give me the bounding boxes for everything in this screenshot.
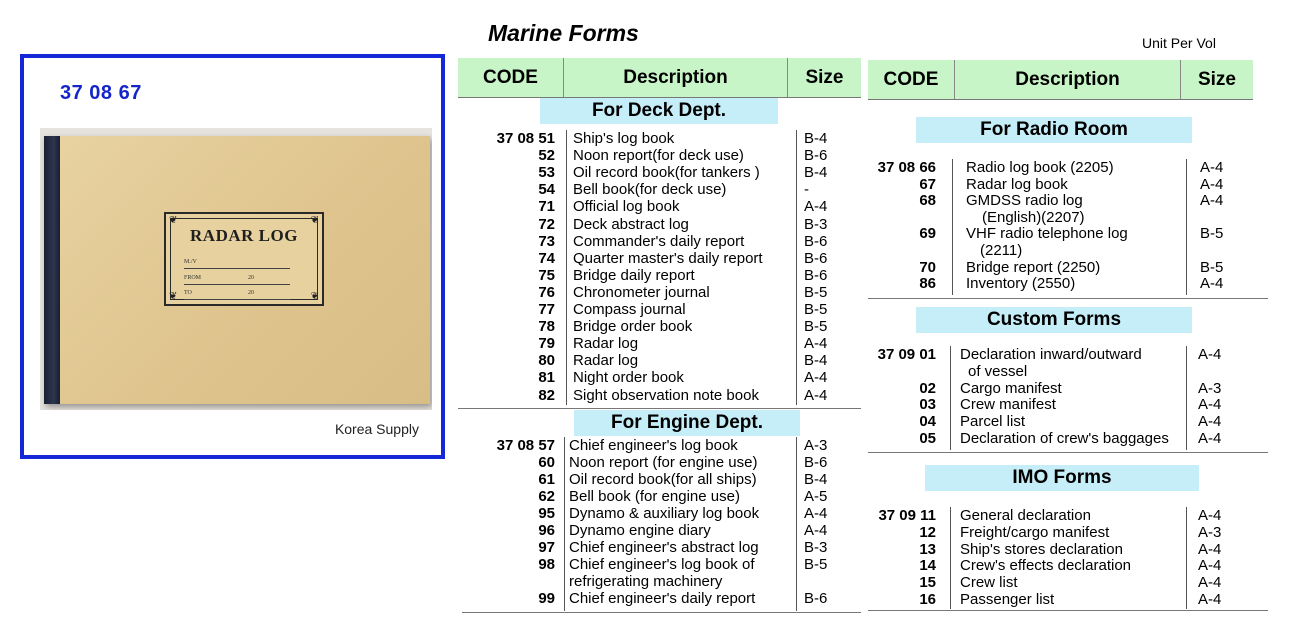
item-description: Ship's log book xyxy=(573,130,675,147)
item-code: 76 xyxy=(538,283,555,301)
item-description: Sight observation note book xyxy=(573,386,759,404)
item-size: A-3 xyxy=(804,437,828,454)
field-line xyxy=(184,284,290,285)
header-code: CODE xyxy=(483,66,538,88)
item-size: A-4 xyxy=(804,505,828,522)
item-size: B-6 xyxy=(804,232,828,250)
radar-log-book xyxy=(44,136,430,404)
ornament-icon: ❦ xyxy=(169,215,178,226)
ornament-icon: ❦ xyxy=(310,291,319,302)
item-code: 77 xyxy=(538,301,555,318)
item-size: A-3 xyxy=(1198,379,1222,397)
item-size: A-4 xyxy=(1198,346,1222,363)
column-divider xyxy=(796,437,797,611)
item-description: Noon report(for deck use) xyxy=(573,147,744,165)
item-description: Chronometer journal xyxy=(573,283,710,301)
item-description: General declaration xyxy=(960,507,1091,524)
item-description: Dynamo engine diary xyxy=(569,522,711,539)
product-photo xyxy=(40,128,432,410)
item-code: 95 xyxy=(538,505,555,522)
item-size: A-4 xyxy=(1198,557,1222,575)
header-description: Description xyxy=(954,60,1180,99)
item-description: Crew list xyxy=(960,574,1018,592)
item-code: 14 xyxy=(919,557,936,575)
item-size: B-5 xyxy=(804,301,828,318)
column-divider xyxy=(950,507,951,609)
item-size: B-4 xyxy=(804,130,828,147)
item-description: Declaration inward/outward xyxy=(960,346,1142,363)
item-code: 60 xyxy=(538,454,555,471)
item-description: Inventory (2550) xyxy=(966,275,1076,293)
item-description: Crew's effects declaration xyxy=(960,557,1131,575)
item-size: B-5 xyxy=(804,556,828,573)
item-description: Bell book(for deck use) xyxy=(573,181,727,199)
field-line xyxy=(184,299,290,300)
section-divider xyxy=(458,408,861,409)
item-size: A-4 xyxy=(1198,430,1222,447)
item-description: Cargo manifest xyxy=(960,379,1062,397)
item-size: B-6 xyxy=(804,249,828,267)
ornament-icon: ❦ xyxy=(169,291,178,302)
item-size: B-6 xyxy=(804,266,828,284)
item-size: A-5 xyxy=(804,488,828,505)
item-description: Dynamo & auxiliary log book xyxy=(569,505,760,522)
engine-rows xyxy=(462,437,862,611)
item-code: 37 08 51 xyxy=(496,130,555,147)
item-code: 13 xyxy=(919,540,936,558)
item-description: Radio log book (2205) xyxy=(966,159,1114,176)
deck-rows xyxy=(462,130,862,405)
item-code: 73 xyxy=(538,232,555,250)
product-code: 37 08 67 xyxy=(60,82,142,104)
item-size: A-4 xyxy=(1200,275,1224,293)
item-size: - xyxy=(804,181,809,199)
item-description: Declaration of crew's baggages xyxy=(960,430,1169,447)
item-code: 75 xyxy=(538,266,555,284)
item-description: Radar log book xyxy=(966,175,1068,193)
item-description: Passenger list xyxy=(960,591,1055,608)
item-size: B-6 xyxy=(804,454,828,471)
column-divider xyxy=(796,130,797,405)
item-code: 74 xyxy=(538,249,555,267)
item-description: Radar log xyxy=(573,352,639,370)
item-code: 97 xyxy=(538,539,555,556)
item-size: A-4 xyxy=(804,386,828,404)
header-description: Description xyxy=(563,58,787,97)
section-deck: For Deck Dept. xyxy=(540,98,778,124)
table-bottom-line xyxy=(868,610,1268,611)
item-size: B-6 xyxy=(804,590,828,607)
header-size: Size xyxy=(1180,60,1253,99)
item-code: 81 xyxy=(538,369,555,387)
section-engine: For Engine Dept. xyxy=(574,410,800,436)
item-code: 82 xyxy=(538,386,555,404)
item-description: of vessel xyxy=(968,362,1028,380)
item-description: Night order book xyxy=(573,369,684,387)
item-description: Bell book (for engine use) xyxy=(569,488,740,505)
item-description: Chief engineer's log book xyxy=(569,437,738,454)
section-divider xyxy=(868,298,1268,299)
column-divider xyxy=(1186,159,1187,295)
item-description: Quarter master's daily report xyxy=(573,249,763,267)
item-size: A-4 xyxy=(1198,507,1222,524)
item-code: 67 xyxy=(919,175,936,193)
item-size: A-4 xyxy=(1200,192,1224,210)
item-description: Deck abstract log xyxy=(573,215,689,233)
item-description: Chief engineer's log book of xyxy=(569,556,755,573)
item-size: A-4 xyxy=(804,198,828,216)
table-header-right xyxy=(868,60,1253,100)
item-code: 37 08 57 xyxy=(496,437,555,454)
item-code: 72 xyxy=(538,215,555,233)
item-code: 79 xyxy=(538,335,555,353)
supplier-label: Korea Supply xyxy=(334,421,419,437)
item-description: refrigerating machinery xyxy=(569,573,723,590)
imo-rows xyxy=(870,507,1268,609)
item-code: 80 xyxy=(538,352,555,370)
item-description: (English)(2207) xyxy=(982,208,1085,226)
item-size: B-5 xyxy=(1200,225,1224,243)
item-description: Bridge report (2250) xyxy=(966,258,1101,276)
item-size: A-4 xyxy=(1198,540,1222,558)
item-code: 05 xyxy=(919,430,936,447)
ornament-icon: ❦ xyxy=(310,215,319,226)
item-description: VHF radio telephone log xyxy=(966,225,1128,243)
product-panel xyxy=(20,54,445,459)
item-size: B-4 xyxy=(804,352,828,370)
item-code: 98 xyxy=(538,556,555,573)
item-size: A-4 xyxy=(1198,591,1222,608)
column-divider xyxy=(564,437,565,611)
item-code: 37 09 01 xyxy=(877,346,936,363)
item-code: 70 xyxy=(919,258,936,276)
item-code: 69 xyxy=(919,225,936,243)
item-description: Bridge daily report xyxy=(573,266,695,284)
book-cover-label xyxy=(164,212,324,306)
item-size: A-4 xyxy=(1200,159,1224,176)
item-description: Radar log xyxy=(573,335,639,353)
item-code: 99 xyxy=(538,590,555,607)
item-code: 12 xyxy=(919,523,936,541)
item-code: 62 xyxy=(538,488,555,505)
item-size: B-4 xyxy=(804,164,828,182)
field-from-label: FROM xyxy=(184,275,202,281)
item-description: Oil record book(for all ships) xyxy=(569,471,757,488)
item-size: B-4 xyxy=(804,471,828,488)
table-bottom-line xyxy=(462,612,861,613)
item-code: 86 xyxy=(919,275,936,293)
column-divider xyxy=(566,130,567,405)
item-size: A-4 xyxy=(1198,396,1222,414)
item-description: Crew manifest xyxy=(960,396,1056,414)
item-code: 16 xyxy=(919,591,936,608)
item-description: Compass journal xyxy=(573,301,686,318)
section-radio: For Radio Room xyxy=(916,117,1192,143)
item-code: 03 xyxy=(919,396,936,414)
item-size: A-3 xyxy=(1198,523,1222,541)
header-size: Size xyxy=(787,58,861,97)
item-size: B-3 xyxy=(804,215,828,233)
item-description: Chief engineer's abstract log xyxy=(569,539,759,556)
page-title: Marine Forms xyxy=(488,20,639,46)
item-description: Oil record book(for tankers ) xyxy=(573,164,760,182)
item-code: 53 xyxy=(538,164,555,182)
radio-rows xyxy=(870,159,1268,295)
field-year-prefix: 20 xyxy=(248,275,254,281)
section-divider xyxy=(868,452,1268,453)
item-description: Parcel list xyxy=(960,413,1026,431)
field-to-label: TO xyxy=(184,290,192,296)
item-description: Official log book xyxy=(573,198,680,216)
column-divider xyxy=(952,159,953,295)
column-divider xyxy=(950,346,951,450)
item-description: (2211) xyxy=(980,242,1023,259)
item-code: 78 xyxy=(538,318,555,336)
item-size: B-5 xyxy=(804,283,828,301)
section-imo: IMO Forms xyxy=(925,465,1199,491)
section-custom: Custom Forms xyxy=(916,307,1192,333)
item-size: B-6 xyxy=(804,147,828,165)
item-code: 68 xyxy=(919,192,936,210)
item-size: A-4 xyxy=(1198,413,1222,431)
item-code: 54 xyxy=(538,181,555,199)
book-spine xyxy=(44,136,60,404)
item-description: Commander's daily report xyxy=(573,232,745,250)
field-mv-label: M./V xyxy=(184,259,197,265)
item-description: Ship's stores declaration xyxy=(960,540,1123,558)
item-description: Freight/cargo manifest xyxy=(960,523,1110,541)
item-description: Bridge order book xyxy=(573,318,693,336)
item-code: 52 xyxy=(538,147,555,165)
item-description: GMDSS radio log xyxy=(966,192,1083,210)
table-header-left xyxy=(458,58,861,98)
custom-rows xyxy=(870,346,1268,450)
item-size: A-4 xyxy=(804,335,828,353)
item-code: 02 xyxy=(919,379,936,397)
item-size: A-4 xyxy=(804,522,828,539)
item-size: B-5 xyxy=(804,318,828,336)
header-code: CODE xyxy=(883,68,939,90)
field-year-prefix: 20 xyxy=(248,290,254,296)
field-line xyxy=(184,268,290,269)
item-description: Noon report (for engine use) xyxy=(569,454,758,471)
item-code: 96 xyxy=(538,522,555,539)
item-code: 37 09 11 xyxy=(878,507,936,524)
item-code: 04 xyxy=(919,413,936,431)
item-size: A-4 xyxy=(804,369,828,387)
book-title: RADAR LOG xyxy=(190,226,298,245)
item-size: A-4 xyxy=(1198,574,1222,592)
item-size: B-3 xyxy=(804,539,828,556)
item-code: 15 xyxy=(919,574,936,592)
item-size: B-5 xyxy=(1200,258,1224,276)
item-description: Chief engineer's daily report xyxy=(569,590,756,607)
item-size: A-4 xyxy=(1200,175,1224,193)
column-divider xyxy=(1186,507,1187,609)
unit-note: Unit Per Vol xyxy=(1142,35,1216,51)
item-code: 61 xyxy=(538,471,555,488)
item-code: 71 xyxy=(538,198,555,216)
column-divider xyxy=(1186,346,1187,450)
item-code: 37 08 66 xyxy=(877,159,936,176)
